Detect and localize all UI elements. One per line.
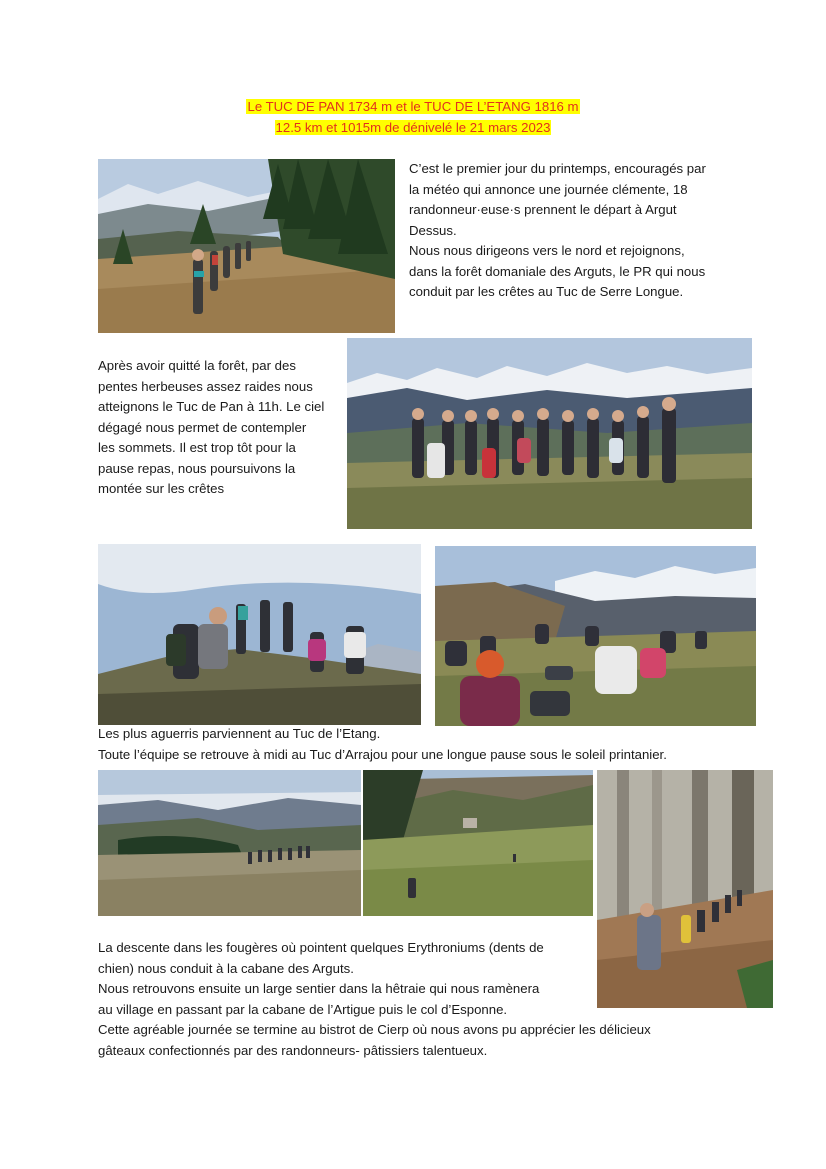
conclusion-paragraph: [98, 938, 738, 1061]
text-line: dans la forêt domaniale des Arguts, le PR qui nous: [409, 263, 706, 279]
text-line: gâteaux confectionnés par des randonneurs- pâtissiers talentueux.: [98, 1042, 488, 1058]
text-line: Après avoir quitté la forêt, par des: [98, 358, 296, 373]
text-line: chien) nous conduit à la cabane des Arguts.: [98, 960, 354, 976]
text-line: les sommets. Il est trop tôt pour la: [98, 440, 296, 455]
text-line: Nous nous dirigeons vers le nord et rejoignons,: [409, 243, 685, 258]
text-line: dégagé nous permet de contempler: [98, 419, 307, 435]
photo-rocky-crest: [98, 544, 421, 725]
text-line: au village en passant par la cabane de l’Artigue puis le col d’Esponne.: [98, 1001, 508, 1017]
text-line: Nous retrouvons ensuite un large sentier dans la hêtraie qui nous ramènera: [98, 981, 540, 996]
photo-pasture-cabin: [363, 770, 593, 916]
title-line-2: [0, 118, 826, 139]
crest-caption: [98, 724, 798, 765]
text-line: La descente dans les fougères où pointent quelques Erythroniums (dents de: [98, 940, 544, 955]
text-line: pause repas, nous poursuivons la: [98, 460, 296, 476]
text-line: randonneur·euse·s prennent le départ à Argut: [409, 202, 677, 217]
photo-group-summit: [347, 338, 752, 529]
text-line: conduit par les crêtes au Tuc de Serre Longue.: [409, 284, 684, 299]
photo-hikers-ridge-path: [98, 159, 395, 333]
text-line: C’est le premier jour du printemps, encouragés par: [409, 161, 706, 176]
text-line: Dessus.: [409, 222, 457, 238]
title-line-1: [0, 97, 826, 118]
text-line: Toute l’équipe se retrouve à midi au Tuc d’Arrajou pour une longue pause sous le soleil printanier.: [98, 746, 667, 762]
intro-paragraph: [409, 159, 739, 303]
text-line: atteignons le Tuc de Pan à 11h. Le ciel: [98, 399, 325, 414]
text-line: montée sur les crêtes: [98, 481, 225, 496]
summit-paragraph: [98, 356, 343, 500]
photo-lunch-pause: [435, 546, 756, 726]
text-line: Cette agréable journée se termine au bistrot de Cierp où nous avons pu apprécier les délicieux: [98, 1022, 651, 1037]
text-line: Les plus aguerris parviennent au Tuc de l’Etang.: [98, 726, 381, 741]
text-line: pentes herbeuses assez raides nous: [98, 378, 313, 394]
title-text-1: Le TUC DE PAN 1734 m et le TUC DE L’ETANG 1816 m: [247, 99, 579, 114]
photo-descent-slope: [98, 770, 361, 916]
title-text-2: 12.5 km et 1015m de dénivelé le 21 mars 2023: [275, 120, 551, 135]
text-line: la météo qui annonce une journée clémente, 18: [409, 181, 688, 197]
